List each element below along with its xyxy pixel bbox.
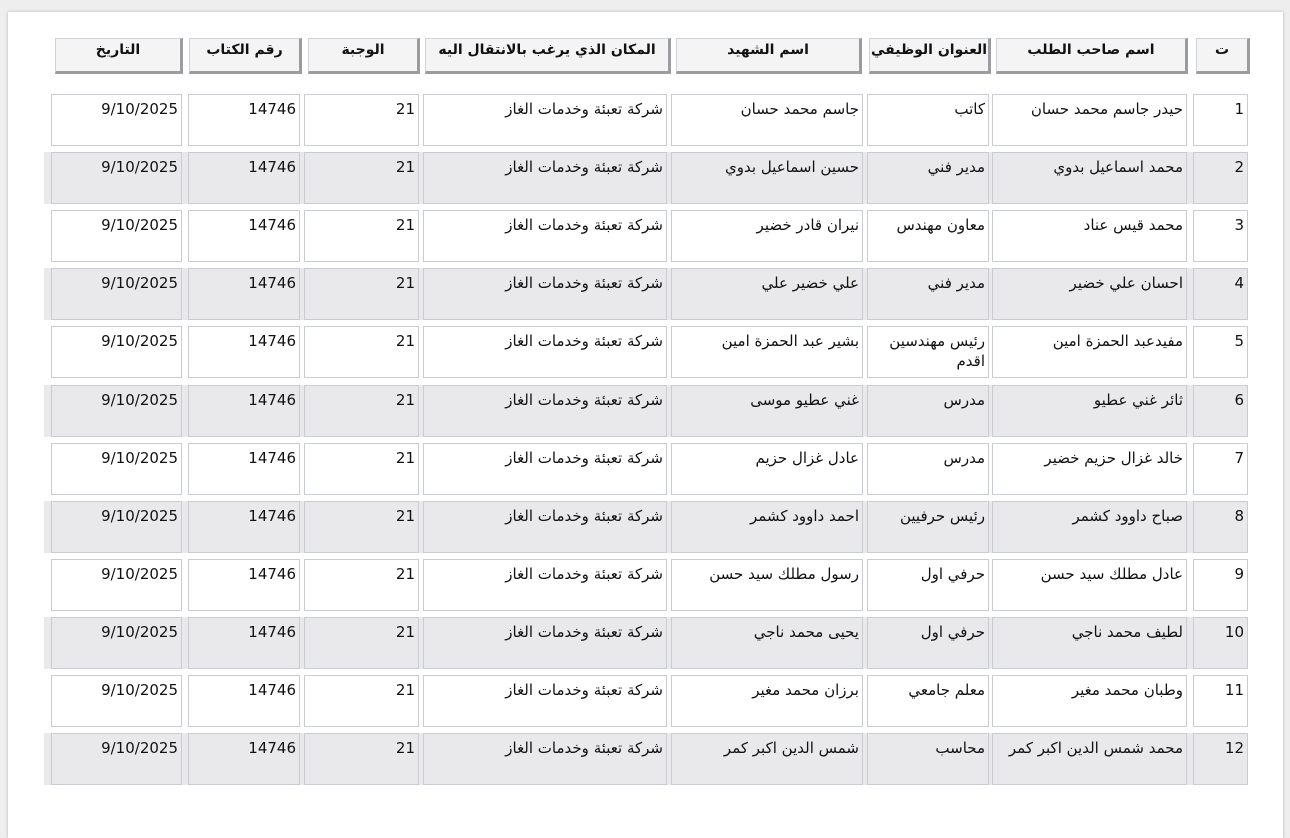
cell-batch[interactable]: 21: [304, 675, 419, 727]
cell-destination[interactable]: شركة تعبئة وخدمات الغاز: [423, 617, 667, 669]
cell-book-number[interactable]: 14746: [188, 501, 300, 553]
cell-book-number[interactable]: 14746: [188, 559, 300, 611]
cell-number[interactable]: 7: [1193, 443, 1248, 495]
header-col-applicant[interactable]: اسم صاحب الطلب: [996, 38, 1188, 74]
cell-job-title[interactable]: معاون مهندس: [867, 210, 989, 262]
cell-date[interactable]: 9/10/2025: [51, 733, 182, 785]
cell-batch[interactable]: 21: [304, 385, 419, 437]
cell-destination[interactable]: شركة تعبئة وخدمات الغاز: [423, 268, 667, 320]
cell-number[interactable]: 1: [1193, 94, 1248, 146]
cell-book-number[interactable]: 14746: [188, 210, 300, 262]
cell-date[interactable]: 9/10/2025: [51, 559, 182, 611]
cell-martyr[interactable]: يحيى محمد ناجي: [671, 617, 863, 669]
cell-date[interactable]: 9/10/2025: [51, 675, 182, 727]
cell-martyr[interactable]: شمس الدين اكبر كمر: [671, 733, 863, 785]
table-row[interactable]: [44, 617, 1248, 669]
cell-applicant[interactable]: ثائر غني عطيو: [992, 385, 1187, 437]
cell-book-number[interactable]: 14746: [188, 675, 300, 727]
cell-martyr[interactable]: جاسم محمد حسان: [671, 94, 863, 146]
cell-batch[interactable]: 21: [304, 94, 419, 146]
cell-martyr[interactable]: عادل غزال حزيم: [671, 443, 863, 495]
cell-number[interactable]: 11: [1193, 675, 1248, 727]
cell-destination[interactable]: شركة تعبئة وخدمات الغاز: [423, 559, 667, 611]
cell-batch[interactable]: 21: [304, 617, 419, 669]
table-row[interactable]: [44, 210, 1248, 262]
cell-number[interactable]: 5: [1193, 326, 1248, 378]
cell-destination[interactable]: شركة تعبئة وخدمات الغاز: [423, 675, 667, 727]
cell-job-title[interactable]: مدرس: [867, 443, 989, 495]
cell-book-number[interactable]: 14746: [188, 94, 300, 146]
cell-date[interactable]: 9/10/2025: [51, 617, 182, 669]
cell-destination[interactable]: شركة تعبئة وخدمات الغاز: [423, 326, 667, 378]
cell-book-number[interactable]: 14746: [188, 617, 300, 669]
cell-martyr[interactable]: احمد داوود كشمر: [671, 501, 863, 553]
cell-book-number[interactable]: 14746: [188, 152, 300, 204]
cell-martyr[interactable]: حسين اسماعيل بدوي: [671, 152, 863, 204]
cell-applicant[interactable]: حيدر جاسم محمد حسان: [992, 94, 1187, 146]
cell-number[interactable]: 12: [1193, 733, 1248, 785]
cell-date[interactable]: 9/10/2025: [51, 152, 182, 204]
cell-destination[interactable]: شركة تعبئة وخدمات الغاز: [423, 152, 667, 204]
cell-batch[interactable]: 21: [304, 210, 419, 262]
cell-applicant[interactable]: خالد غزال حزيم خضير: [992, 443, 1187, 495]
header-col-martyr[interactable]: اسم الشهيد: [676, 38, 862, 74]
cell-number[interactable]: 2: [1193, 152, 1248, 204]
cell-applicant[interactable]: محمد قيس عناد: [992, 210, 1187, 262]
table-row[interactable]: [44, 501, 1248, 553]
cell-job-title[interactable]: مدرس: [867, 385, 989, 437]
cell-date[interactable]: 9/10/2025: [51, 443, 182, 495]
table-row[interactable]: [44, 94, 1248, 146]
cell-martyr[interactable]: نيران قادر خضير: [671, 210, 863, 262]
cell-job-title[interactable]: مدير فني: [867, 152, 989, 204]
header-col-destination[interactable]: المكان الذي يرغب بالانتقال اليه: [425, 38, 671, 74]
cell-applicant[interactable]: لطيف محمد ناجي: [992, 617, 1187, 669]
table-row[interactable]: [44, 326, 1248, 378]
cell-batch[interactable]: 21: [304, 501, 419, 553]
cell-job-title[interactable]: حرفي اول: [867, 617, 989, 669]
cell-job-title[interactable]: كاتب: [867, 94, 989, 146]
cell-job-title[interactable]: رئيس مهندسين اقدم: [867, 326, 989, 378]
cell-job-title[interactable]: محاسب: [867, 733, 989, 785]
table-row[interactable]: [44, 675, 1248, 727]
cell-batch[interactable]: 21: [304, 733, 419, 785]
cell-book-number[interactable]: 14746: [188, 733, 300, 785]
cell-number[interactable]: 8: [1193, 501, 1248, 553]
cell-batch[interactable]: 21: [304, 152, 419, 204]
cell-destination[interactable]: شركة تعبئة وخدمات الغاز: [423, 733, 667, 785]
cell-martyr[interactable]: بشير عبد الحمزة امين: [671, 326, 863, 378]
cell-job-title[interactable]: رئيس حرفيين: [867, 501, 989, 553]
cell-applicant[interactable]: محمد اسماعيل بدوي: [992, 152, 1187, 204]
header-col-job-title[interactable]: العنوان الوظيفي: [869, 38, 991, 74]
cell-date[interactable]: 9/10/2025: [51, 268, 182, 320]
cell-number[interactable]: 6: [1193, 385, 1248, 437]
cell-applicant[interactable]: صباح داوود كشمر: [992, 501, 1187, 553]
header-col-batch[interactable]: الوجبة: [308, 38, 420, 74]
cell-batch[interactable]: 21: [304, 559, 419, 611]
cell-applicant[interactable]: عادل مطلك سيد حسن: [992, 559, 1187, 611]
cell-number[interactable]: 9: [1193, 559, 1248, 611]
table-row[interactable]: [44, 443, 1248, 495]
cell-date[interactable]: 9/10/2025: [51, 210, 182, 262]
cell-applicant[interactable]: احسان علي خضير: [992, 268, 1187, 320]
cell-applicant[interactable]: مفيدعبد الحمزة امين: [992, 326, 1187, 378]
cell-book-number[interactable]: 14746: [188, 443, 300, 495]
cell-martyr[interactable]: برزان محمد مغير: [671, 675, 863, 727]
cell-date[interactable]: 9/10/2025: [51, 94, 182, 146]
header-col-book-number[interactable]: رقم الكتاب: [189, 38, 302, 74]
table-row[interactable]: [44, 559, 1248, 611]
cell-date[interactable]: 9/10/2025: [51, 385, 182, 437]
cell-book-number[interactable]: 14746: [188, 268, 300, 320]
header-col-date[interactable]: التاريخ: [55, 38, 183, 74]
table-row[interactable]: [44, 733, 1248, 785]
cell-date[interactable]: 9/10/2025: [51, 326, 182, 378]
cell-date[interactable]: 9/10/2025: [51, 501, 182, 553]
table-row[interactable]: [44, 152, 1248, 204]
cell-destination[interactable]: شركة تعبئة وخدمات الغاز: [423, 501, 667, 553]
cell-book-number[interactable]: 14746: [188, 326, 300, 378]
cell-martyr[interactable]: غني عطيو موسى: [671, 385, 863, 437]
table-row[interactable]: [44, 385, 1248, 437]
cell-number[interactable]: 3: [1193, 210, 1248, 262]
cell-job-title[interactable]: مدير فني: [867, 268, 989, 320]
cell-batch[interactable]: 21: [304, 268, 419, 320]
cell-applicant[interactable]: محمد شمس الدين اكبر كمر: [992, 733, 1187, 785]
cell-job-title[interactable]: معلم جامعي: [867, 675, 989, 727]
cell-destination[interactable]: شركة تعبئة وخدمات الغاز: [423, 94, 667, 146]
cell-martyr[interactable]: رسول مطلك سيد حسن: [671, 559, 863, 611]
cell-book-number[interactable]: 14746: [188, 385, 300, 437]
cell-batch[interactable]: 21: [304, 443, 419, 495]
cell-number[interactable]: 10: [1193, 617, 1248, 669]
table-row[interactable]: [44, 268, 1248, 320]
cell-number[interactable]: 4: [1193, 268, 1248, 320]
cell-destination[interactable]: شركة تعبئة وخدمات الغاز: [423, 210, 667, 262]
cell-job-title[interactable]: حرفي اول: [867, 559, 989, 611]
cell-martyr[interactable]: علي خضير علي: [671, 268, 863, 320]
cell-destination[interactable]: شركة تعبئة وخدمات الغاز: [423, 443, 667, 495]
header-col-number[interactable]: ت: [1196, 38, 1250, 74]
cell-batch[interactable]: 21: [304, 326, 419, 378]
cell-applicant[interactable]: وطبان محمد مغير: [992, 675, 1187, 727]
cell-destination[interactable]: شركة تعبئة وخدمات الغاز: [423, 385, 667, 437]
